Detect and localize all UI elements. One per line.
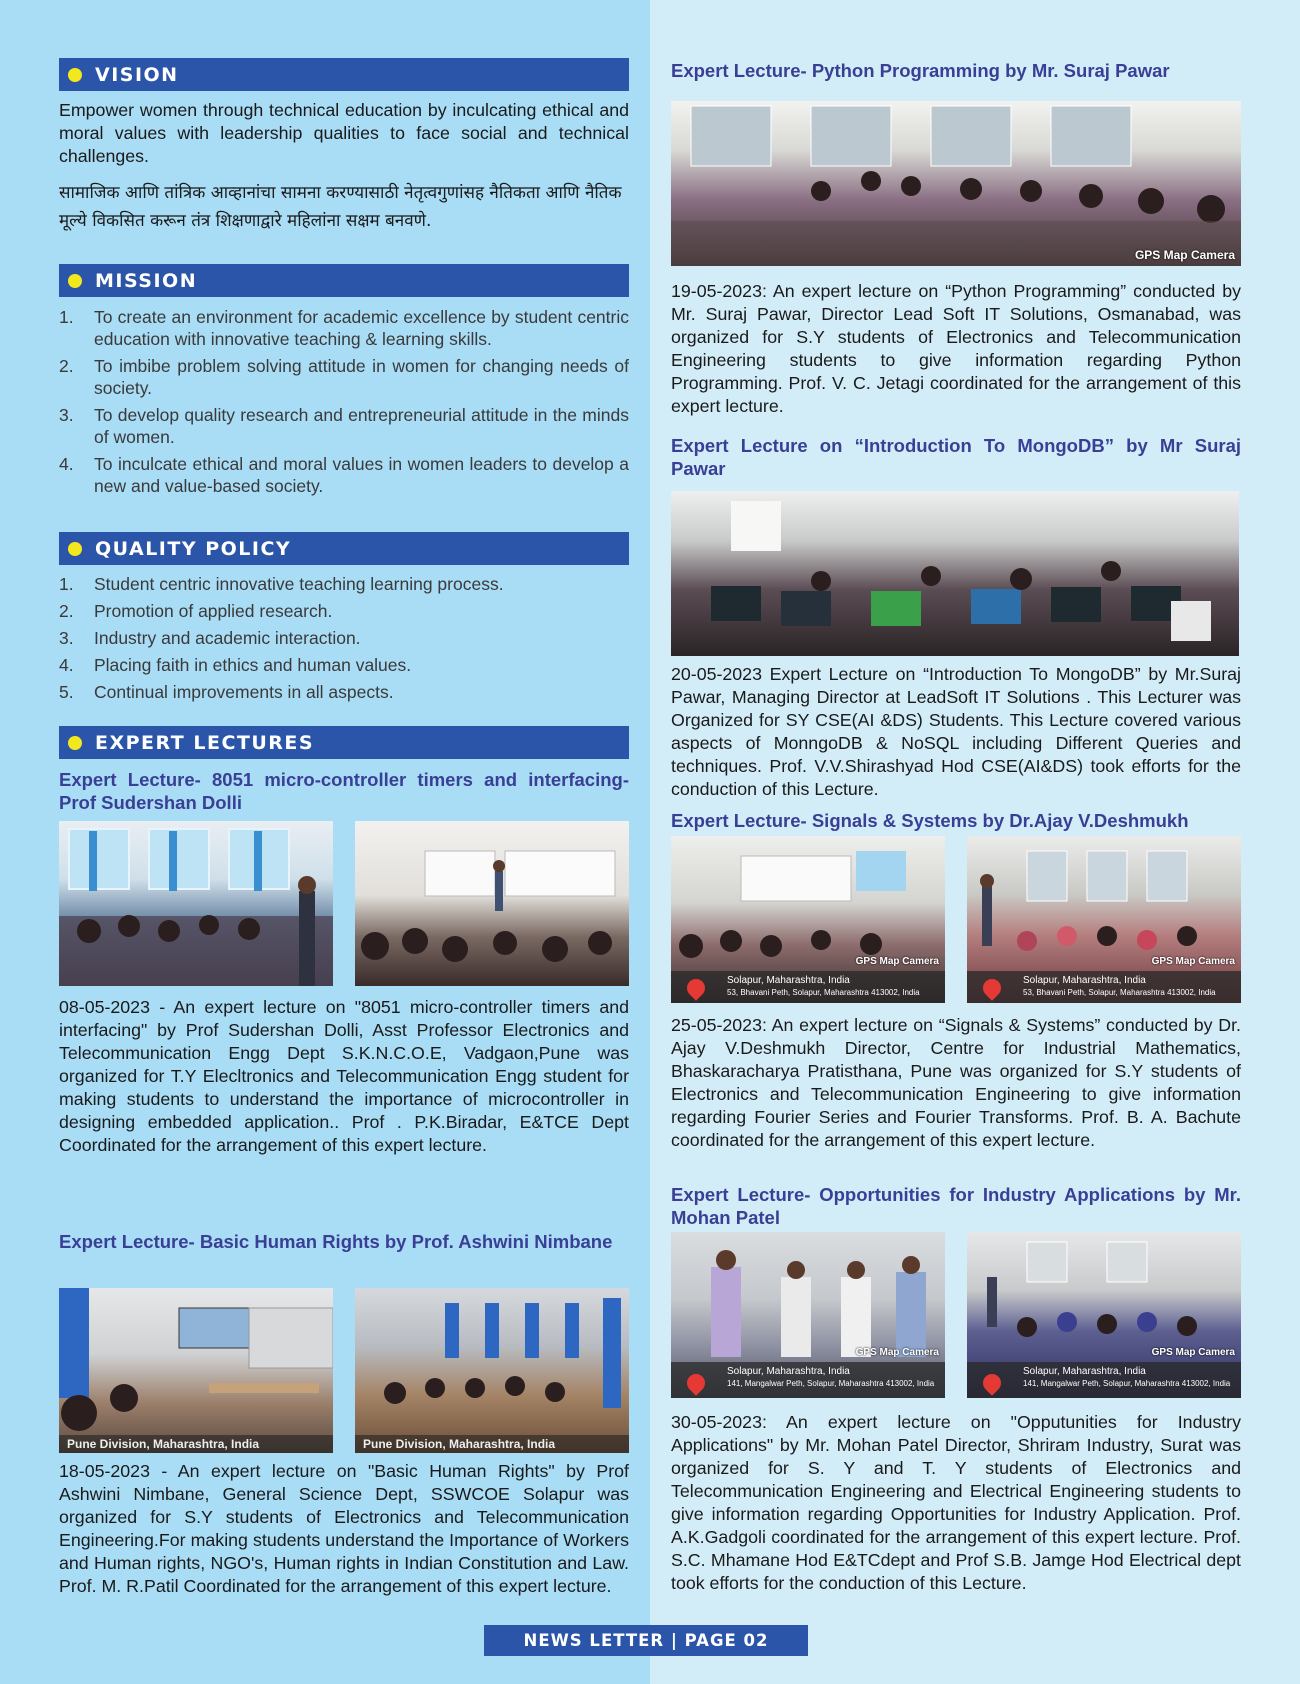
list-number: 5. [59,682,74,702]
photo-location-city: Solapur, Maharashtra, India [727,975,850,986]
lecture-industry-desc: 30-05-2023: An expert lecture on "Opputunities for Industry Applications" by Mr. Mohan Patel Director, Shriram Industry, Surat was organized for S. Y and T. Y students of Electronics and Telecommunication Engineering and Electrical Engineering students to give information regarding Opportunities for Industry Application. Prof. A.K.Gadgoli coordinated for the arrangement of this expert lecture. Prof. S.C. Mhamane Hod E&TCdept and Prof S.B. Jamge Hod Electrical dept took efforts for the conduction of this Lecture. [671,1412,1241,1593]
expert-lectures-heading-label: EXPERT LECTURES [95,731,315,754]
lecture-signals-title: Expert Lecture- Signals & Systems by Dr.Ajay V.Deshmukh [671,810,1189,831]
list-item [59,453,629,497]
photo-location-caption: Pune Division, Maharashtra, India [355,1435,629,1453]
list-text: Promotion of applied research. [94,601,333,621]
list-text: Student centric innovative teaching learning process. [94,574,504,594]
gps-map-camera-tag: GPS Map Camera [855,956,939,967]
vision-heading-label: VISION [95,63,179,86]
list-number: 4. [59,655,74,675]
bullet-dot-icon [68,542,82,556]
lecture-industry-photo-1 [671,1232,945,1398]
mission-heading-label: MISSION [95,269,198,292]
photo-location-caption: Pune Division, Maharashtra, India [59,1435,333,1453]
list-item [59,306,629,350]
list-item [59,600,629,622]
lecture-python-photo [671,101,1241,266]
classroom-illustration [59,1288,333,1453]
lecture-mongo-photo [671,491,1239,656]
lecture-rights-photo-1 [59,1288,333,1453]
lecture-signals-desc: 25-05-2023: An expert lecture on “Signals & Systems” conducted by Dr. Ajay V.Deshmukh Director, Centre for Industrial Mathematics, Bhaskaracharya Pratisthana, Pune was organized for S.Y students of Electronics and Telecommunication Engineering to give information regarding Fourier Series and Fourier Transforms. Prof. B. A. Bachute coordinated for the arrangement of this expert lecture. [671,1015,1241,1150]
mission-list [59,306,629,502]
classroom-illustration [355,821,629,986]
bullet-dot-icon [68,274,82,288]
photo-location-address: 141, Mangalwar Peth, Solapur, Maharashtra 413002, India [727,1379,935,1388]
photo-location-address: 141, Mangalwar Peth, Solapur, Maharashtra 413002, India [1023,1379,1231,1388]
list-item [59,654,629,676]
lecture-mongo-desc: 20-05-2023 Expert Lecture on “Introduction To MongoDB” by Mr.Suraj Pawar, Managing Director at LeadSoft IT Solutions . This Lecturer was Organized for SY CSE(AI &DS) Students. This Lecture covered various aspects of MonngoDB & NoSQL including Different Queries and techniques. Prof. V.V.Shirashyad Hod CSE(AI&DS) took efforts for the conduction of this Lecture. [671,664,1241,799]
list-item [59,627,629,649]
photo-location-address: 53, Bhavani Peth, Solapur, Maharashtra 413002, India [1023,988,1216,997]
lecture-8051-photo-1 [59,821,333,986]
lecture-rights-title: Expert Lecture- Basic Human Rights by Prof. Ashwini Nimbane [59,1231,613,1252]
list-number: 1. [59,307,74,327]
photo-location-strip [671,971,945,1003]
list-number: 3. [59,628,74,648]
list-number: 3. [59,405,74,425]
map-pin-icon [979,1370,1004,1395]
photo-location-city: Solapur, Maharashtra, India [1023,975,1146,986]
photo-location-strip [967,971,1241,1003]
list-number: 2. [59,356,74,376]
list-item [59,681,629,703]
photo-location-strip [671,1362,945,1398]
map-pin-icon [683,1370,708,1395]
list-item [59,404,629,448]
quality-policy-list [59,573,629,708]
newsletter-page-footer: NEWS LETTER | PAGE 02 [484,1625,808,1656]
lecture-rights-desc: 18-05-2023 - An expert lecture on "Basic Human Rights" by Prof Ashwini Nimbane, General Science Dept, SSWCOE Solapur was organized for S.Y students of Electronics and Telecommunication Engineering.For making students understand the Importance of Workers and Human rights, NGO's, Human rights in Indian Constitution and Law. Prof. M. R.Patil Coordinated for the arrangement of this expert lecture. [59,1461,629,1596]
list-item [59,573,629,595]
lecture-signals-photo-2 [967,836,1241,1003]
list-number: 4. [59,454,74,474]
lecture-mongo-title: Expert Lecture on “Introduction To MongoDB” by Mr Suraj Pawar [671,435,1241,479]
quality-policy-heading-label: QUALITY POLICY [95,537,292,560]
list-text: Continual improvements in all aspects. [94,682,394,702]
map-pin-icon [683,975,708,1000]
list-text: To inculcate ethical and moral values in women leaders to develop a new and value-based society. [94,454,629,496]
lecture-8051-title: Expert Lecture- 8051 micro-controller timers and interfacing- Prof Sudershan Dolli [59,769,629,813]
list-number: 2. [59,601,74,621]
vision-heading [59,58,629,91]
mission-heading [59,264,629,297]
classroom-illustration [671,101,1241,266]
gps-map-camera-tag: GPS Map Camera [1134,248,1235,262]
lecture-industry-photo-2 [967,1232,1241,1398]
list-text: To develop quality research and entrepreneurial attitude in the minds of women. [94,405,629,447]
photo-location-address: 53, Bhavani Peth, Solapur, Maharashtra 413002, India [727,988,920,997]
bullet-dot-icon [68,736,82,750]
photo-location-city: Solapur, Maharashtra, India [1023,1366,1146,1377]
vision-text-mr: सामाजिक आणि तांत्रिक आव्हानांचा सामना करण्यासाठी नेतृत्वगुणांसह नैतिकता आणि नैतिक मूल्ये विकसित करून तंत्र शिक्षणाद्वारे महिलांना सक्षम बनवणे. [59,183,622,231]
lecture-python-title: Expert Lecture- Python Programming by Mr. Suraj Pawar [671,60,1170,81]
lecture-industry-title: Expert Lecture- Opportunities for Industry Applications by Mr. Mohan Patel [671,1184,1241,1228]
lecture-signals-photo-1 [671,836,945,1003]
classroom-illustration [59,821,333,986]
list-text: To create an environment for academic excellence by student centric education with innovative teaching & learning skills. [94,307,629,349]
map-pin-icon [979,975,1004,1000]
lecture-8051-photo-2 [355,821,629,986]
gps-map-camera-tag: GPS Map Camera [855,1347,939,1358]
list-number: 1. [59,574,74,594]
quality-policy-heading [59,532,629,565]
lecture-rights-photo-2 [355,1288,629,1453]
list-text: Industry and academic interaction. [94,628,361,648]
classroom-illustration [355,1288,629,1453]
photo-location-strip [967,1362,1241,1398]
list-text: To imbibe problem solving attitude in women for changing needs of society. [94,356,629,398]
lecture-python-desc: 19-05-2023: An expert lecture on “Python Programming” conducted by Mr. Suraj Pawar, Director Lead Soft IT Solutions, Osmanabad, was organized for S.Y students of Electronics and Telecommunication Engineering students to give information regarding Python Programming. Prof. V. C. Jetagi coordinated for the arrangement of this expert lecture. [671,281,1241,416]
vision-text-en: Empower women through technical education by inculcating ethical and moral values with leadership qualities to face social and technical challenges. [59,100,629,166]
photo-location-city: Solapur, Maharashtra, India [727,1366,850,1377]
lecture-8051-desc: 08-05-2023 - An expert lecture on "8051 micro-controller timers and interfacing" by Prof Sudershan Dolli, Asst Professor Electronics and Telecommunication Engg Dept S.K.N.C.O.E, Vadgaon,Pune was organized for T.Y Elecltronics and Telecommunication Engg student for making students to understand the importance of microcontroller in designing embedded application.. Prof . P.K.Biradar, E&TCE Dept Coordinated for the arrangement of this expert lecture. [59,997,629,1155]
list-text: Placing faith in ethics and human values. [94,655,412,675]
list-item [59,355,629,399]
computer-lab-illustration [671,491,1239,656]
gps-map-camera-tag: GPS Map Camera [1151,956,1235,967]
bullet-dot-icon [68,68,82,82]
gps-map-camera-tag: GPS Map Camera [1151,1347,1235,1358]
expert-lectures-heading [59,726,629,759]
